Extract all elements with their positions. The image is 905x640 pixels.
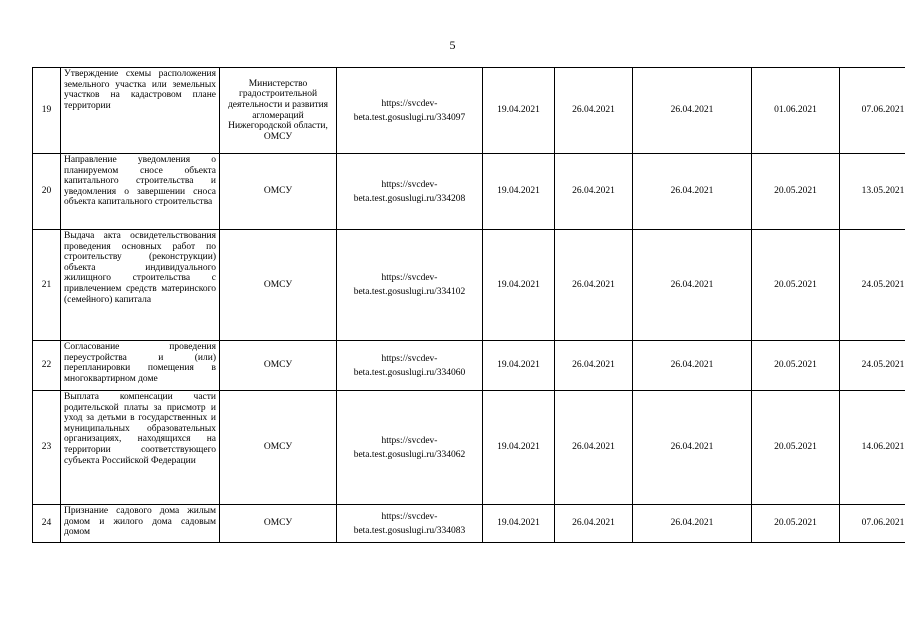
date-1: 19.04.2021	[483, 341, 555, 391]
service-url: https://svcdev-beta.test.gosuslugi.ru/334102	[337, 230, 483, 341]
date-2: 26.04.2021	[555, 391, 633, 505]
date-5: 13.05.2021	[840, 154, 905, 230]
row-number: 24	[33, 505, 61, 543]
table-row	[33, 505, 905, 543]
services-table	[32, 67, 905, 543]
responsible-org: ОМСУ	[220, 154, 337, 230]
date-2: 26.04.2021	[555, 341, 633, 391]
service-url: https://svcdev-beta.test.gosuslugi.ru/334083	[337, 505, 483, 543]
service-name: Выдача акта освидетельствования проведения основных работ по строительству (реконструкции) объекта индивидуального жилищного строительства с привлечением средств материнского (семейного) капитала	[61, 230, 220, 341]
service-url: https://svcdev-beta.test.gosuslugi.ru/334060	[337, 341, 483, 391]
date-1: 19.04.2021	[483, 68, 555, 154]
date-5: 24.05.2021	[840, 230, 905, 341]
row-number: 20	[33, 154, 61, 230]
date-3: 26.04.2021	[633, 505, 752, 543]
date-4: 20.05.2021	[752, 391, 840, 505]
service-url: https://svcdev-beta.test.gosuslugi.ru/334062	[337, 391, 483, 505]
page-number: 5	[449, 38, 456, 52]
service-url: https://svcdev-beta.test.gosuslugi.ru/334208	[337, 154, 483, 230]
date-2: 26.04.2021	[555, 68, 633, 154]
date-4: 20.05.2021	[752, 505, 840, 543]
service-name: Выплата компенсации части родительской платы за присмотр и уход за детьми в государственных и муниципальных образовательных организациях, находящихся на территории соответствующего субъекта Российской Федерации	[61, 391, 220, 505]
table-row	[33, 391, 905, 505]
table-row	[33, 154, 905, 230]
service-url: https://svcdev-beta.test.gosuslugi.ru/334097	[337, 68, 483, 154]
date-3: 26.04.2021	[633, 230, 752, 341]
date-2: 26.04.2021	[555, 230, 633, 341]
date-1: 19.04.2021	[483, 154, 555, 230]
date-3: 26.04.2021	[633, 391, 752, 505]
table-row	[33, 230, 905, 341]
date-2: 26.04.2021	[555, 505, 633, 543]
date-5: 07.06.2021	[840, 505, 905, 543]
date-3: 26.04.2021	[633, 154, 752, 230]
responsible-org: ОМСУ	[220, 230, 337, 341]
table-row	[33, 341, 905, 391]
row-number: 19	[33, 68, 61, 154]
row-number: 21	[33, 230, 61, 341]
date-3: 26.04.2021	[633, 68, 752, 154]
date-5: 07.06.2021	[840, 68, 905, 154]
responsible-org: Министерство градостроительной деятельности и развития агломераций Нижегородской области, ОМСУ	[220, 68, 337, 154]
date-5: 14.06.2021	[840, 391, 905, 505]
service-name: Признание садового дома жилым домом и жилого дома садовым домом	[61, 505, 220, 543]
responsible-org: ОМСУ	[220, 505, 337, 543]
responsible-org: ОМСУ	[220, 391, 337, 505]
row-number: 23	[33, 391, 61, 505]
row-number: 22	[33, 341, 61, 391]
date-4: 20.05.2021	[752, 230, 840, 341]
date-1: 19.04.2021	[483, 505, 555, 543]
date-3: 26.04.2021	[633, 341, 752, 391]
service-name: Согласование проведения переустройства и (или) перепланировки помещения в многоквартирном доме	[61, 341, 220, 391]
service-name: Направление уведомления о планируемом сносе объекта капитального строительства и уведомления о завершении сноса объекта капитального строительства	[61, 154, 220, 230]
date-1: 19.04.2021	[483, 230, 555, 341]
date-4: 01.06.2021	[752, 68, 840, 154]
date-4: 20.05.2021	[752, 341, 840, 391]
date-5: 24.05.2021	[840, 341, 905, 391]
date-4: 20.05.2021	[752, 154, 840, 230]
date-1: 19.04.2021	[483, 391, 555, 505]
date-2: 26.04.2021	[555, 154, 633, 230]
service-name: Утверждение схемы расположения земельного участка или земельных участков на кадастровом плане территории	[61, 68, 220, 154]
responsible-org: ОМСУ	[220, 341, 337, 391]
table-row	[33, 68, 905, 154]
